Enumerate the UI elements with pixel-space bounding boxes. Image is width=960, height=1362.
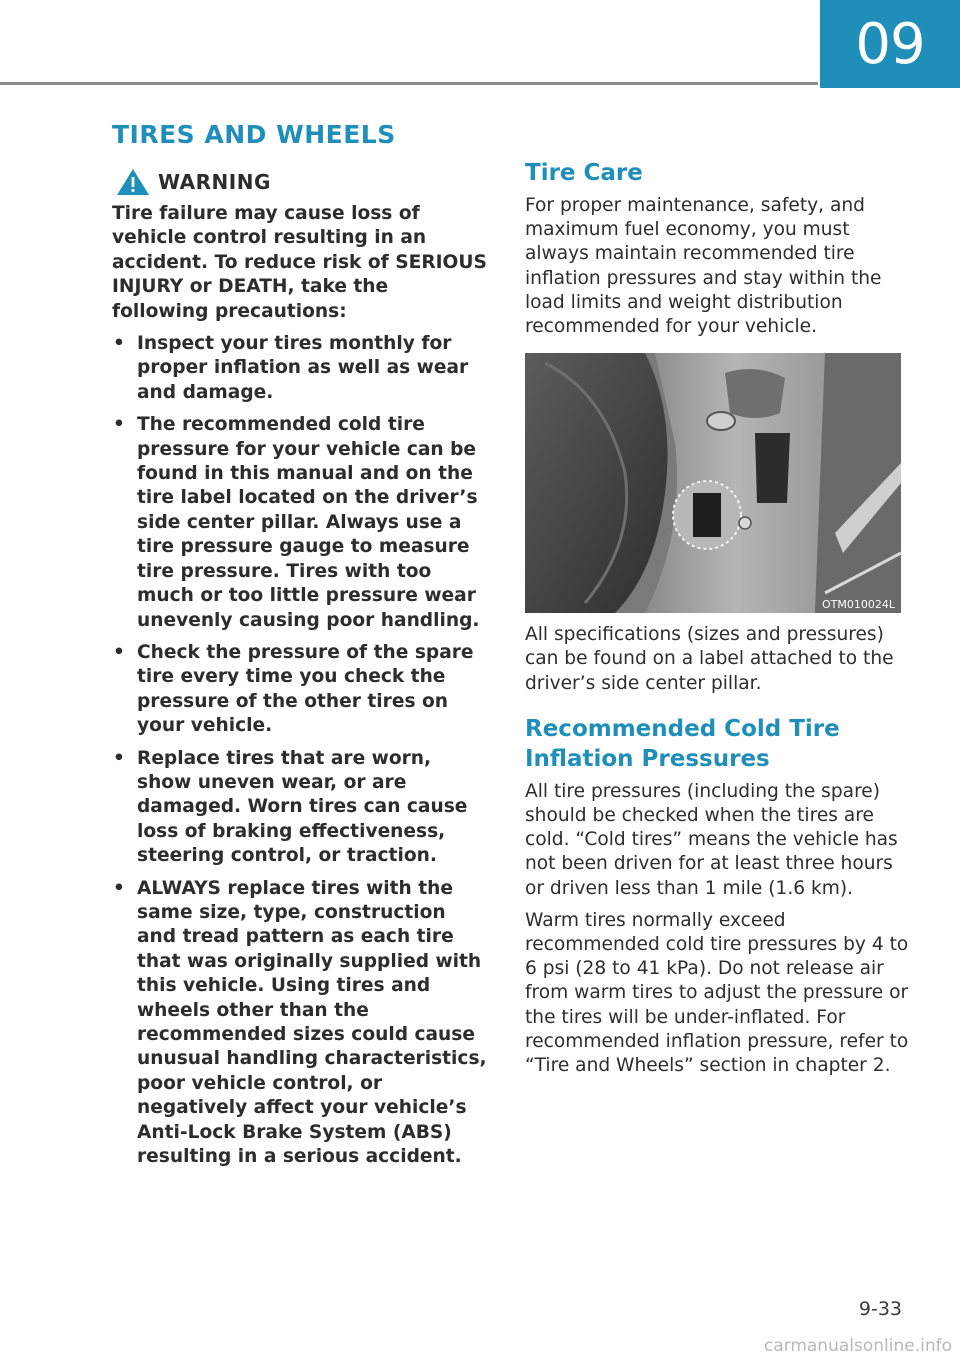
warning-bullet — [112, 641, 487, 739]
warning-intro: Tire failure may cause loss of vehicle control resulting in an accident. To reduce risk of SERIOUS INJURY or DEATH, take the following precautions: — [112, 203, 487, 322]
warning-header — [112, 166, 487, 198]
bullet-dot: • — [113, 877, 125, 899]
header-rule — [0, 82, 818, 85]
bullet-dot: • — [113, 333, 125, 355]
tire-care-paragraph: For proper maintenance, safety, and maximum fuel economy, you must always maintain recommended tire inflation pressures and stay within the load limits and weight distribution recommended for your vehicle. — [525, 195, 882, 338]
cold-pressure-paragraph-2: Warm tires normally exceed recommended cold tire pressures by 4 to 6 psi (28 to 41 kPa). Do not release air from warm tires to adjust the pressure or the tires will be under-inflated. For recommended inflation pressure, refer to “Tire and Wheels” section in chapter 2. — [525, 909, 909, 1077]
cold-pressure-paragraph-1: All tire pressures (including the spare) should be checked when the tires are cold. “Cold tires” means the vehicle has not been driven for at least three hours or driven less than 1 mile (1.6 km). — [525, 780, 898, 899]
bullet-dot: • — [113, 414, 125, 436]
image-caption: All specifications (sizes and pressures) can be found on a label attached to the driver’s side center pillar. — [525, 624, 894, 694]
cold-pressure-heading: Recommended Cold Tire Inflation Pressures — [525, 715, 840, 772]
warning-bullet-text: Check the pressure of the spare tire every time you check the pressure of the other tires on your vehicle. — [137, 641, 474, 737]
warning-bullet-list — [112, 332, 487, 1169]
chapter-tab: 09 — [820, 0, 960, 88]
warning-bullet — [112, 332, 487, 405]
warning-bullet-text: Inspect your tires monthly for proper inflation as well as wear and damage. — [137, 333, 469, 403]
right-column — [525, 158, 910, 1078]
watermark: carmanualsonline.info — [763, 1336, 952, 1356]
warning-bullet-text: The recommended cold tire pressure for your vehicle can be found in this manual and on the tire label located on the driver’s side center pillar. Always use a tire pressure gauge to measure tire pressure. Tires with too much or too little pressure wear unevenly causing poor handling. — [137, 414, 480, 631]
bullet-dot: • — [113, 641, 125, 663]
door-pillar-illustration — [525, 353, 901, 613]
bullet-dot: • — [113, 747, 125, 769]
warning-bullet-text: Replace tires that are worn, show uneven wear, or are damaged. Worn tires can cause loss of braking effectiveness, steering control, or traction. — [137, 747, 468, 867]
warning-bullet — [112, 877, 487, 1170]
warning-label: WARNING — [158, 170, 271, 194]
door-pillar-photo — [525, 353, 901, 613]
warning-bullet — [112, 413, 487, 633]
warning-bullet-text: ALWAYS replace tires with the same size, type, construction and tread pattern as each tire that was originally supplied with this vehicle. Using tires and wheels other than the recommended sizes could cause unusual handling characteristics, poor vehicle control, or negatively affect your vehicle’s Anti-Lock Brake System (ABS) resulting in a serious accident. — [137, 877, 487, 1168]
image-code: OTM010024L — [822, 598, 895, 612]
tire-care-heading: Tire Care — [525, 160, 643, 186]
warning-bullet — [112, 747, 487, 869]
warning-box — [112, 166, 487, 1177]
section-title: TIRES AND WHEELS — [112, 120, 396, 149]
warning-triangle-icon — [116, 167, 150, 197]
page-number: 9-33 — [858, 1298, 902, 1320]
